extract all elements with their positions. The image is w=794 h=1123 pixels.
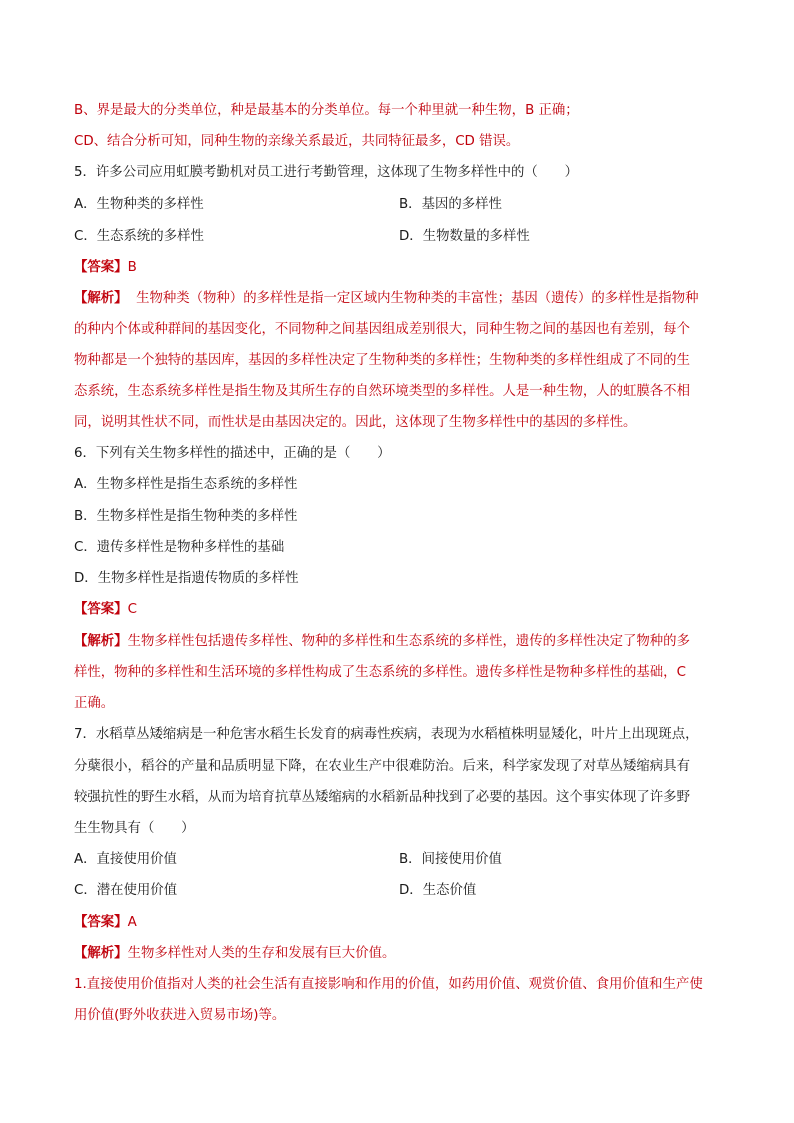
analysis-text: 生物种类（物种）的多样性是指一定区域内生物种类的丰富性；基因（遗传）的多样性是指物种	[127, 291, 699, 306]
option-a: A．生物多样性是指生态系统的多样性	[74, 477, 298, 492]
question-6-stem: 6．下列有关生物多样性的描述中，正确的是（ ）	[74, 446, 391, 461]
option-d: D．生态价值	[399, 883, 477, 898]
analysis-text: 生物多样性包括遗传多样性、物种的多样性和生态系统的多样性，遗传的多样性决定了物种的多	[127, 634, 690, 649]
question-5-answer	[74, 255, 724, 281]
question-7-stem-line: 7．水稻草丛矮缩病是一种危害水稻生长发育的病毒性疾病，表现为水稻植株明显矮化，叶片上出现斑点，	[74, 727, 699, 742]
option-c: C．潜在使用价值	[74, 883, 178, 898]
question-7-analysis-line: 1.直接使用价值指对人类的社会生活有直接影响和作用的价值，如药用价值、观赏价值、食用价值和生产使	[74, 977, 703, 992]
question-7-analysis-line	[74, 941, 724, 967]
question-7-stem-line: 较强抗性的野生水稻，从而为培育抗草丛矮缩病的水稻新品种找到了必要的基因。这个事实体现了许多野	[74, 790, 690, 805]
question-5-analysis-line: 物种都是一个独特的基因库，基因的多样性决定了生物种类的多样性；生物种类的多样性组成了不同的生	[74, 353, 690, 368]
option-b: B．基因的多样性	[399, 197, 502, 212]
question-5-analysis-line	[74, 286, 724, 312]
question-7-options-row	[74, 878, 724, 904]
option-d: D．生物数量的多样性	[399, 229, 530, 244]
prev-analysis-line: B、界是最大的分类单位，种是最基本的分类单位。每一个种里就一种生物，B 正确；	[74, 103, 579, 118]
option-b: B．间接使用价值	[399, 852, 502, 867]
question-7-analysis-line: 用价值(野外收获进入贸易市场)等。	[74, 1008, 286, 1023]
question-7-answer	[74, 910, 724, 936]
question-5-analysis-line: 同，说明其性状不同，而性状是由基因决定的。因此，这体现了生物多样性中的基因的多样性。	[74, 415, 637, 430]
question-6-analysis-line: 样性，物种的多样性和生活环境的多样性构成了生态系统的多样性。遗传多样性是物种多样性的基础，C	[74, 665, 686, 680]
answer-value: A	[127, 915, 137, 930]
question-5-options-row	[74, 224, 724, 250]
option-c: C．遗传多样性是物种多样性的基础	[74, 540, 285, 555]
analysis-tag: 【解析】	[74, 634, 128, 649]
question-6-answer	[74, 597, 724, 623]
question-5-analysis-line: 态系统，生态系统多样性是指生物及其所生存的自然环境类型的多样性。人是一种生物，人的虹膜各不相	[74, 384, 690, 399]
answer-tag: 【答案】	[74, 915, 128, 930]
question-6-analysis-line: 正确。	[74, 696, 115, 711]
question-6-analysis-line	[74, 629, 724, 655]
question-7-stem-line: 分蘖很小，稻谷的产量和品质明显下降，在农业生产中很难防治。后来，科学家发现了对草丛矮缩病具有	[74, 759, 690, 774]
answer-value: C	[127, 602, 137, 617]
option-a: A．生物种类的多样性	[74, 197, 204, 212]
analysis-tag: 【解析】	[74, 946, 128, 961]
analysis-text: 生物多样性对人类的生存和发展有巨大价值。	[127, 946, 396, 961]
analysis-tag: 【解析】	[74, 291, 128, 306]
question-7-options-row	[74, 847, 724, 873]
option-a: A．直接使用价值	[74, 852, 177, 867]
question-5-options-row	[74, 192, 724, 218]
option-b: B．生物多样性是指生物种类的多样性	[74, 509, 298, 524]
question-5-stem: 5．许多公司应用虹膜考勤机对员工进行考勤管理，这体现了生物多样性中的（ ）	[74, 165, 578, 180]
option-d: D．生物多样性是指遗传物质的多样性	[74, 571, 299, 586]
question-7-stem-line: 生生物具有（ ）	[74, 821, 195, 836]
answer-tag: 【答案】	[74, 602, 128, 617]
option-c: C．生态系统的多样性	[74, 229, 204, 244]
answer-tag: 【答案】	[74, 260, 128, 275]
answer-value: B	[127, 260, 137, 275]
question-5-analysis-line: 的种内个体或种群间的基因变化，不同物种之间基因组成差别很大，同种生物之间的基因也有差别，每个	[74, 322, 690, 337]
prev-analysis-line: CD、结合分析可知，同种生物的亲缘关系最近，共同特征最多，CD 错误。	[74, 134, 520, 149]
